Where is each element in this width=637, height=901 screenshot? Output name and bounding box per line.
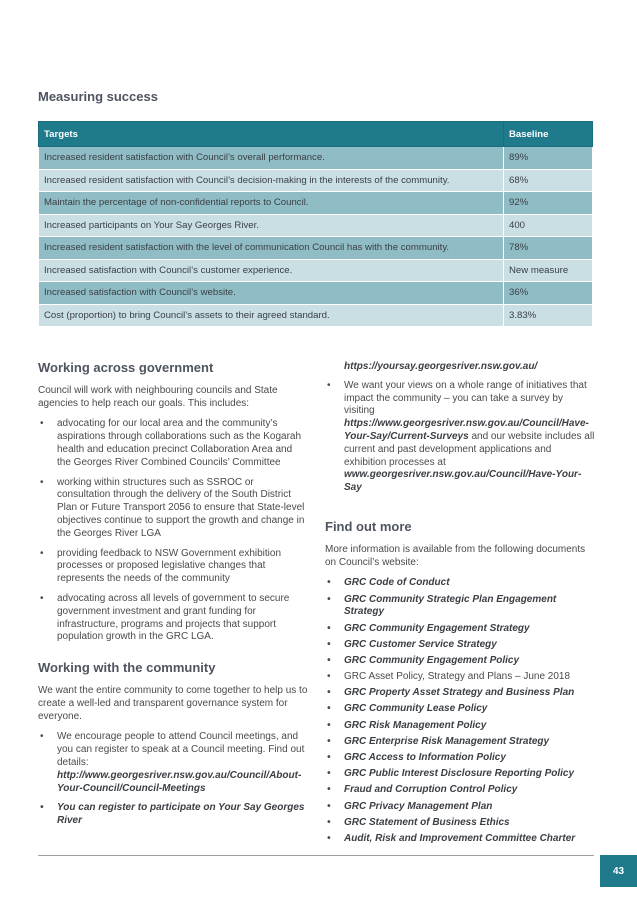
- baseline-cell: 36%: [504, 282, 593, 305]
- document-link[interactable]: • GRC Community Strategic Plan Engagement Strategy: [325, 594, 595, 620]
- table-row: [39, 147, 593, 170]
- list-item: • advocating for our local area and the community’s aspirations through collaborations such as the Kogarah health and education precinct Collaboration Area and the Georges River Combined Councils’ Committee: [38, 418, 308, 469]
- table-row: [39, 214, 593, 237]
- find-out-heading: Find out more: [325, 518, 412, 534]
- council-meetings-link[interactable]: http://www.georgesriver.nsw.gov.au/Council/About-Your-Council/Council-Meetings: [57, 769, 302, 794]
- right-column: [325, 361, 595, 849]
- document-link[interactable]: • GRC Community Engagement Policy: [325, 655, 595, 668]
- survey-text-1: We want your views on a whole range of initiatives that impact the community – you can take a survey by visiting: [344, 379, 587, 417]
- find-out-intro: More information is available from the following documents on Council’s website:: [325, 543, 586, 568]
- section-title: Measuring success: [38, 89, 158, 104]
- baseline-cell: 400: [504, 214, 593, 237]
- targets-table: [38, 121, 593, 327]
- document-link[interactable]: • GRC Access to Information Policy: [325, 752, 595, 765]
- target-cell: Increased satisfaction with Council’s customer experience.: [39, 259, 504, 282]
- list-item: [38, 731, 308, 795]
- government-intro: Council will work with neighbouring councils and State agencies to help reach our goals. This includes:: [38, 384, 278, 409]
- target-cell: Increased participants on Your Say Georges River.: [39, 214, 504, 237]
- document-link[interactable]: • GRC Statement of Business Ethics: [325, 817, 595, 830]
- baseline-cell: New measure: [504, 259, 593, 282]
- document-link[interactable]: • GRC Community Engagement Strategy: [325, 623, 595, 636]
- target-cell: Cost (proportion) to bring Council’s assets to their agreed standard.: [39, 304, 504, 327]
- document-link[interactable]: • GRC Risk Management Policy: [325, 720, 595, 733]
- document-link[interactable]: • GRC Public Interest Disclosure Reporting Policy: [325, 768, 595, 781]
- survey-text-2: and our website includes all current and past development applications and exhibition processes at: [344, 430, 595, 468]
- document-link[interactable]: • Audit, Risk and Improvement Committee Charter: [325, 833, 595, 846]
- baseline-cell: 68%: [504, 169, 593, 192]
- document-link[interactable]: • GRC Property Asset Strategy and Business Plan: [325, 687, 595, 700]
- table-row: [39, 304, 593, 327]
- government-heading: Working across government: [38, 360, 214, 375]
- document-link[interactable]: • GRC Enterprise Risk Management Strategy: [325, 736, 595, 749]
- table-row: [39, 282, 593, 305]
- documents-list: [325, 577, 595, 845]
- page-number: 43: [600, 855, 637, 887]
- document-link[interactable]: • GRC Customer Service Strategy: [325, 639, 595, 652]
- table-header-row: [39, 122, 593, 147]
- community-intro: We want the entire community to come together to help us to create a well-led and transparent governance system for everyone.: [38, 684, 308, 722]
- table-row: [39, 237, 593, 260]
- register-item: • You can register to participate on Your Say Georges River: [38, 802, 308, 828]
- government-list: [38, 418, 308, 644]
- have-your-say-link[interactable]: www.georgesriver.nsw.gov.au/Council/Have-Your-Say: [344, 469, 582, 494]
- left-column: [38, 362, 308, 835]
- document-link[interactable]: • GRC Privacy Management Plan: [325, 801, 595, 814]
- list-item: [325, 380, 595, 495]
- document-link[interactable]: • Fraud and Corruption Control Policy: [325, 784, 595, 797]
- baseline-cell: 78%: [504, 237, 593, 260]
- meeting-text: We encourage people to attend Council meetings, and you can register to speak at a Council meeting. Find out details:: [57, 731, 305, 768]
- table-row: [39, 192, 593, 215]
- yoursay-link[interactable]: https://yoursay.georgesriver.nsw.gov.au/: [344, 361, 538, 372]
- document-item: • GRC Asset Policy, Strategy and Plans – June 2018: [325, 671, 595, 684]
- baseline-cell: 92%: [504, 192, 593, 215]
- target-cell: Increased satisfaction with Council’s website.: [39, 282, 504, 305]
- table-row: [39, 259, 593, 282]
- list-item: • advocating across all levels of government to secure government investment and grant funding for infrastructure, programs and projects that support population growth in the GRC LGA.: [38, 593, 308, 644]
- baseline-cell: 3.83%: [504, 304, 593, 327]
- target-cell: Increased resident satisfaction with Council’s decision-making in the interests of the community.: [39, 169, 504, 192]
- target-cell: Increased resident satisfaction with Council’s overall performance.: [39, 147, 504, 170]
- list-item: • providing feedback to NSW Government exhibition processes or proposed legislative changes that represents the needs of the community: [38, 548, 308, 586]
- target-cell: Increased resident satisfaction with the level of communication Council has with the community.: [39, 237, 504, 260]
- document-link[interactable]: • GRC Community Lease Policy: [325, 703, 595, 716]
- current-surveys-link[interactable]: https://www.georgesriver.nsw.gov.au/Council/Have-Your-Say/Current-Surveys: [344, 418, 589, 442]
- footer-divider: [38, 855, 594, 856]
- baseline-header: Baseline: [504, 122, 593, 147]
- survey-list: [325, 380, 595, 495]
- community-heading: Working with the community: [38, 660, 216, 676]
- table-row: [39, 169, 593, 192]
- community-list: [38, 731, 308, 828]
- document-link[interactable]: • GRC Code of Conduct: [325, 577, 595, 590]
- baseline-cell: 89%: [504, 147, 593, 170]
- list-item: • working within structures such as SSROC or consultation through the delivery of the South District Plan or Future Transport 2056 to ensure that State-level objectives continue to support the growth and change in the Georges River LGA: [38, 477, 308, 541]
- targets-header: Targets: [39, 122, 504, 147]
- target-cell: Maintain the percentage of non-confidential reports to Council.: [39, 192, 504, 215]
